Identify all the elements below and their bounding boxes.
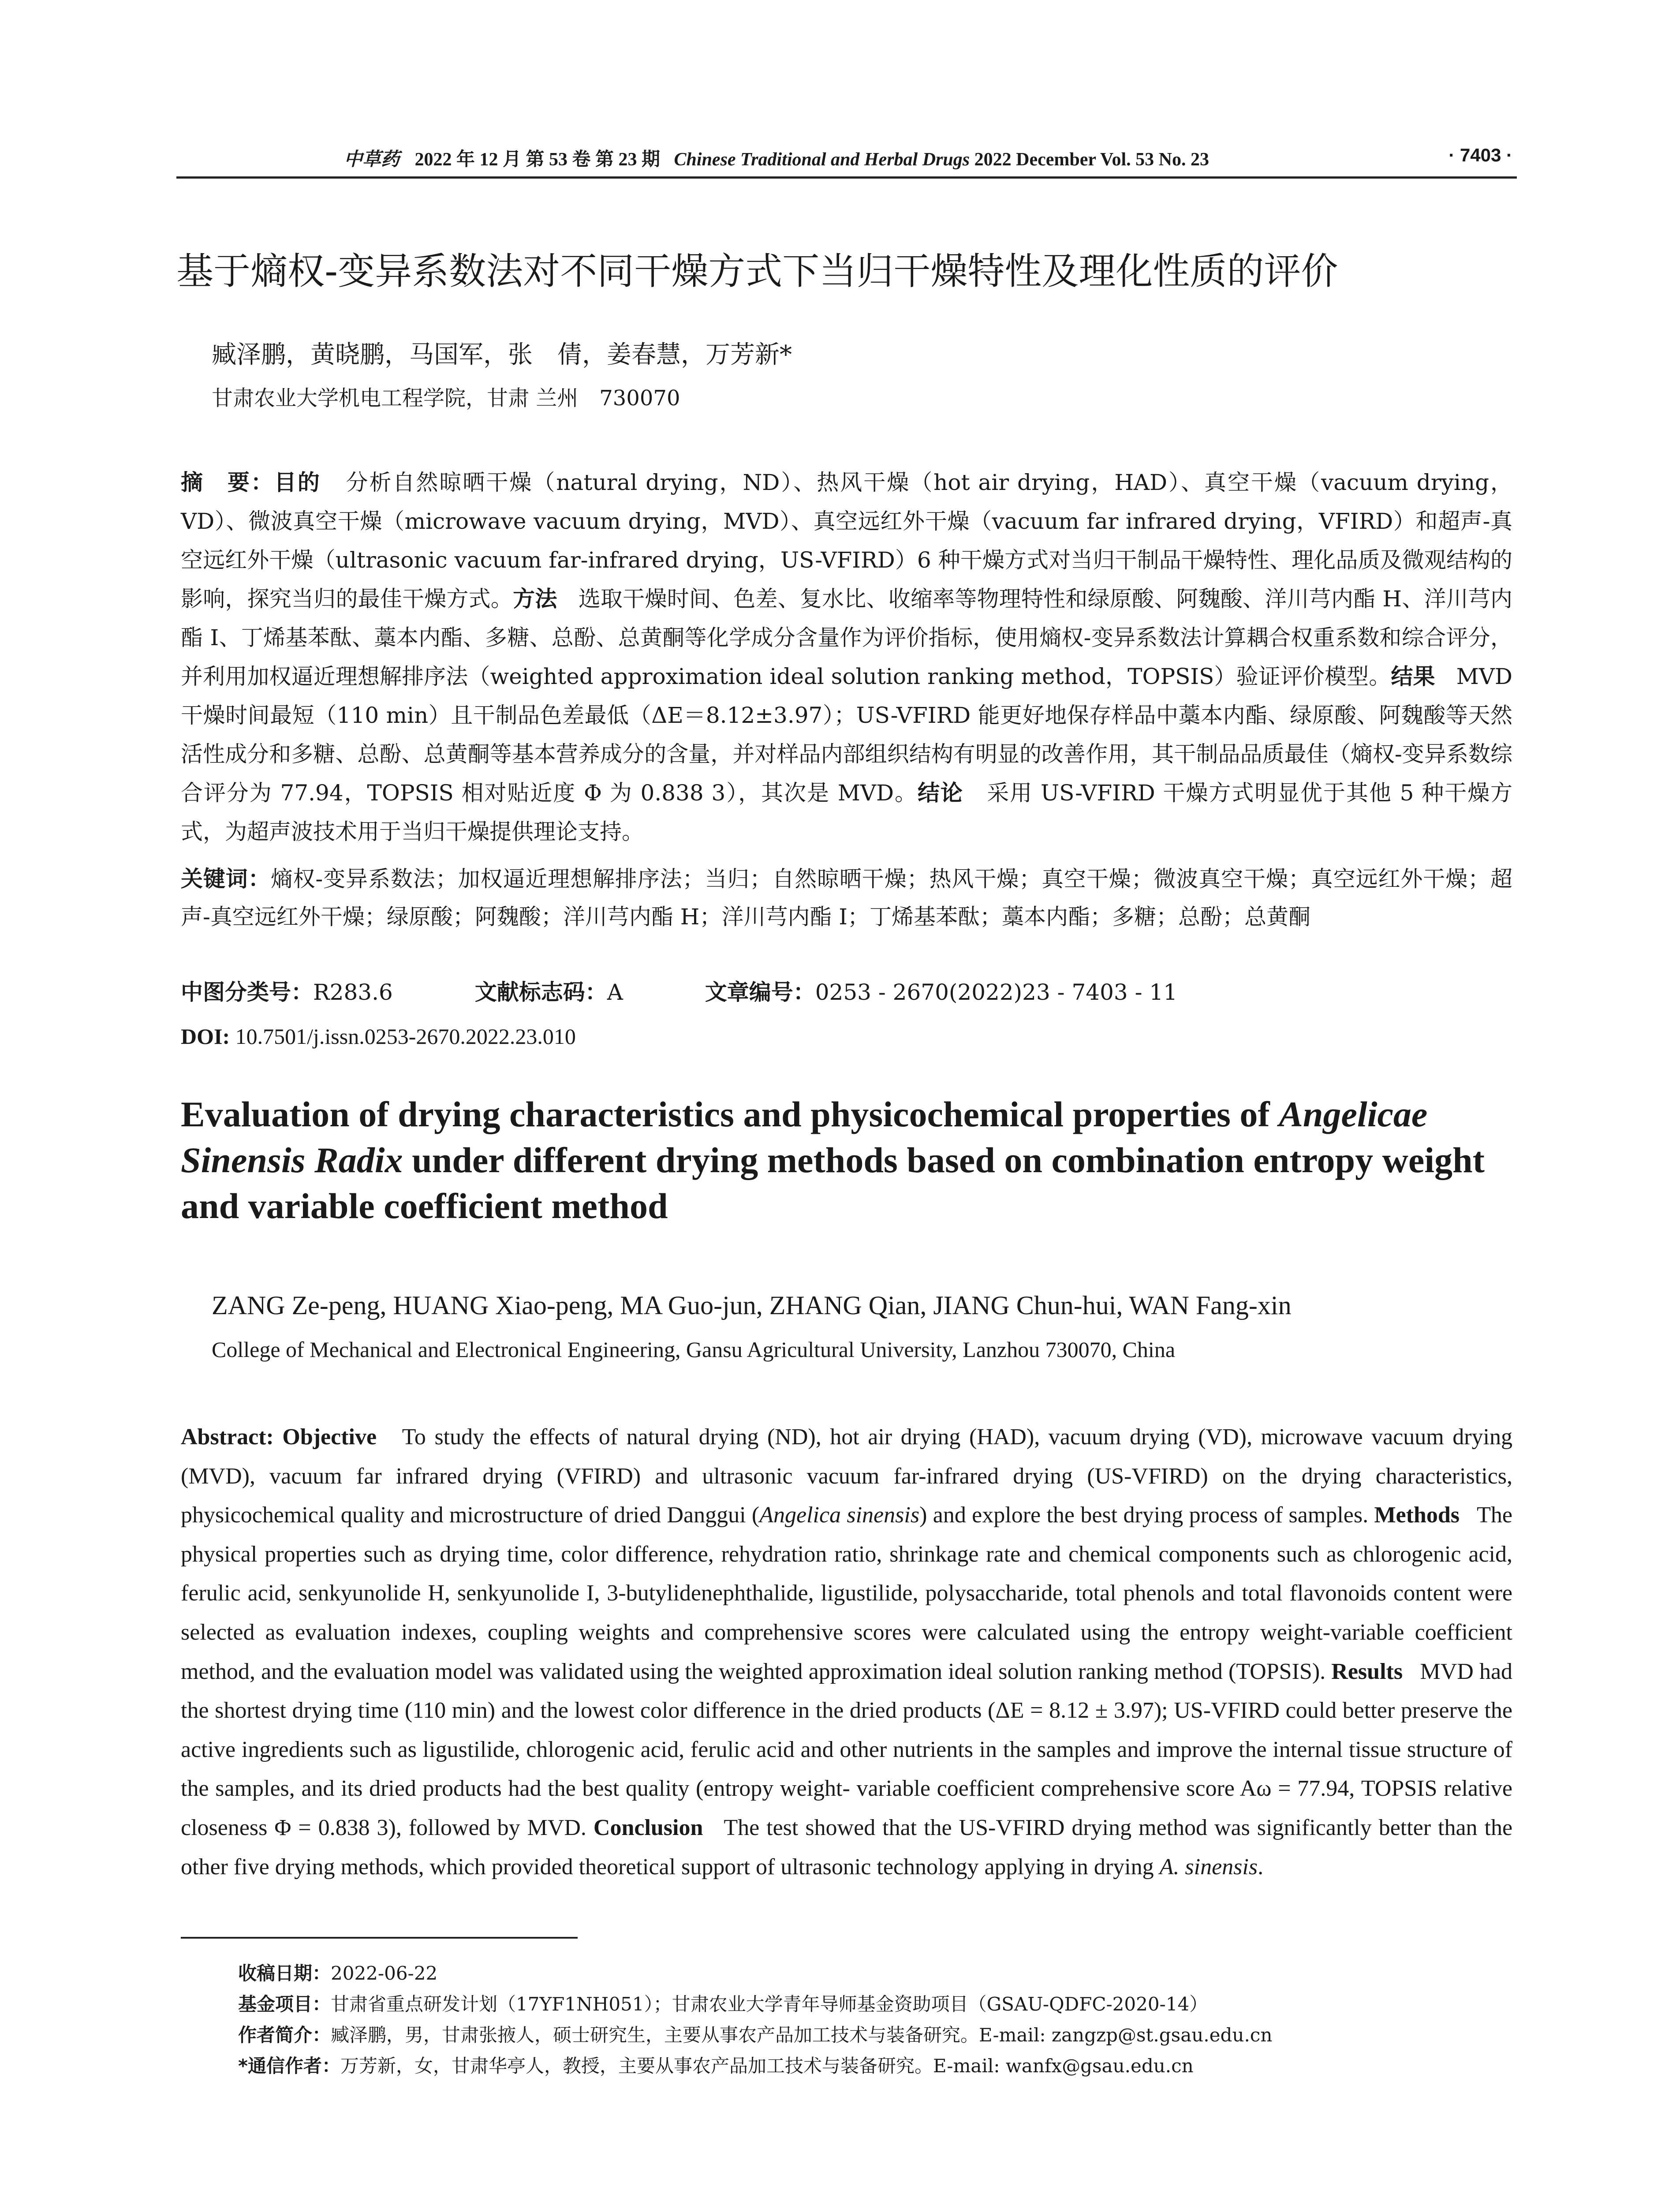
page-number: · 7403 · [1449,145,1512,165]
abstract-en-conclusion-b: . [1258,1854,1264,1880]
abstract-en-objective-a: To study the effects of natural drying (ND), hot air drying (HAD), vacuum drying (VD), microwave vacuum drying (MVD), vacuum far infrared drying (VFIRD) and ultrasonic vacuum far-infrared drying (US-VFIRD) on the drying characteristics, physicochemical quality and microstructure of dried Danggui ( [181,1424,1513,1528]
abstract-cn [181,463,1512,851]
affiliation-cn: 甘肃农业大学机电工程学院，甘肃 兰州 730070 [212,386,680,411]
abstract-en-objective-italic: Angelica sinensis [759,1502,920,1528]
abstract-en-objective-b: ) and explore the best drying process of samples. [919,1502,1369,1528]
header-rule [176,176,1517,179]
running-header [176,140,1517,176]
abstract-en-methods-label: Methods [1374,1502,1460,1528]
abstract-en-conclusion-italic: A. sinensis [1159,1854,1258,1880]
journal-issue-cn: 2022 年 12 月 第 53 卷 第 23 期 [414,149,661,170]
abstract-en-objective-label: Objective [282,1424,377,1450]
title-cn: 基于熵权-变异系数法对不同干燥方式下当归干燥特性及理化性质的评价 [176,250,1338,293]
abstract-cn-conclusion: 采用 US-VFIRD 干燥方式明显优于其他 5 种干燥方式，为超声波技术用于当归干燥提供理论支持。 [181,780,1513,845]
clc-value: R283.6 [313,979,393,1005]
footnote-rule [181,1937,578,1939]
footnotes [238,1958,1517,2082]
abstract-en-results-label: Results [1331,1659,1403,1684]
abstract-en-conclusion-label: Conclusion [593,1815,703,1840]
fund-label: 基金项目： [238,1993,331,2015]
corresponding-value: 万芳新，女，甘肃华亭人，教授，主要从事农产品加工技术与装备研究。E-mail: wanfx@gsau.edu.cn [340,2055,1194,2077]
authors-cn: 臧泽鹏，黄晓鹏，马国军，张 倩，姜春慧，万芳新* [212,340,792,369]
abstract-cn-results: MVD 干燥时间最短（110 min）且干制品色差最低（ΔE＝8.12±3.97）；US-VFIRD 能更好地保存样品中藁本内酯、绿原酸、阿魏酸等天然活性成分和多糖、总酚、总黄酮等基本营养成分的含量，并对样品内部组织结构有明显的改善作用，其干制品品质最佳（熵权-变异系数综合评分为 77.94，TOPSIS 相对贴近度 Φ 为 0.838 3），其次是 MVD。 [181,664,1513,806]
abstract-cn-results-label: 结果 [1391,664,1435,689]
keywords-label: 关键词： [181,866,271,892]
received-label: 收稿日期： [238,1962,331,1984]
doi-value: 10.7501/j.issn.0253-2670.2022.23.010 [235,1024,576,1049]
abstract-cn-objective: 分析自然晾晒干燥（natural drying，ND）、热风干燥（hot air drying，HAD）、真空干燥（vacuum drying，VD）、微波真空干燥（microwave vacuum drying，MVD）、真空远红外干燥（vacuum far infrared drying，VFIRD）和超声-真空远红外干燥（ultrasonic vacuum far-infrared drying，US-VFIRD）6 种干燥方式对当归干制品干燥特性、理化品质及微观结构的影响，探究当归的最佳干燥方式。 [181,470,1513,612]
doi-line [181,1021,576,1052]
footnote-author [238,2020,1517,2051]
journal-issue-en: 2022 December Vol. 53 No. 23 [974,149,1209,170]
footnote-fund [238,1989,1517,2020]
footnote-received [238,1958,1517,1989]
keywords-text: 熵权-变异系数法；加权逼近理想解排序法；当归；自然晾晒干燥；热风干燥；真空干燥；微波真空干燥；真空远红外干燥；超声-真空远红外干燥；绿原酸；阿魏酸；洋川芎内酯 H；洋川芎内酯 I；丁烯基苯酞；藁本内酯；多糖；总酚；总黄酮 [181,866,1512,930]
doc-code-value: A [607,979,623,1005]
corresponding-label: *通信作者： [238,2055,340,2077]
author-bio-value: 臧泽鹏，男，甘肃张掖人，硕士研究生，主要从事农产品加工技术与装备研究。E-mail: zangzp@st.gsau.edu.cn [331,2024,1273,2046]
received-value: 2022-06-22 [331,1962,438,1984]
abstract-cn-methods: 选取干燥时间、色差、复水比、收缩率等物理特性和绿原酸、阿魏酸、洋川芎内酯 H、洋川芎内酯 I、丁烯基苯酞、藁本内酯、多糖、总酚、总黄酮等化学成分含量作为评价指标，使用熵权-变异系数法计算耦合权重系数和综合评分，并利用加权逼近理想解排序法（weighted approximation ideal solution ranking method，TOPSIS）验证评价模型。 [181,586,1513,689]
abstract-en [181,1418,1512,1887]
abstract-cn-methods-label: 方法 [513,586,557,612]
footnote-corresponding [238,2051,1517,2082]
abstract-cn-conclusion-label: 结论 [917,780,963,806]
fund-value: 甘肃省重点研发计划（17YF1NH051）；甘肃农业大学青年导师基金资助项目（GSAU-QDFC-2020-14） [331,1993,1208,2015]
clc-label: 中图分类号： [181,979,313,1005]
header-journal-info [344,145,1209,171]
title-en-part2: under different drying methods based on combination entropy weight and variable coefficient method [181,1140,1485,1226]
affiliation-en: College of Mechanical and Electronical Engineering, Gansu Agricultural University, Lanzhou 730070, China [212,1337,1176,1362]
title-en-part1: Evaluation of drying characteristics and physicochemical properties of [181,1094,1270,1134]
abstract-cn-objective-label: 目的 [274,470,321,495]
author-bio-label: 作者简介： [238,2024,331,2046]
journal-name-en: Chinese Traditional and Herbal Drugs [674,149,970,170]
article-number-label: 文章编号： [705,979,815,1005]
classification-line [181,977,1512,1008]
abstract-en-label: Abstract: [181,1424,274,1450]
authors-en: ZANG Ze-peng, HUANG Xiao-peng, MA Guo-jun, ZHANG Qian, JIANG Chun-hui, WAN Fang-xin [212,1291,1292,1320]
abstract-en-conclusion-a: The test showed that the US-VFIRD drying method was significantly better than the other five drying methods, which provided theoretical support of ultrasonic technology applying in drying [181,1815,1513,1880]
journal-brand: 中草药 [344,148,400,170]
title-en [181,1091,1521,1229]
keywords-cn [181,860,1512,936]
article-number-value: 0253 - 2670(2022)23 - 7403 - 11 [815,979,1178,1005]
title-en-italic: Angelicae Sinensis Radix [181,1094,1428,1180]
doc-code-label: 文献标志码： [474,979,607,1005]
abstract-en-methods: The physical properties such as drying time, color difference, rehydration ratio, shrinkage rate and chemical components such as chlorogenic acid, ferulic acid, senkyunolide H, senkyunolide I, 3-butylidenephthalide, ligustilide, polysaccharide, total phenols and total flavonoids content were selected as evaluation indexes, coupling weights and comprehensive scores were calculated using the entropy weight-variable coefficient method, and the evaluation model was validated using the weighted approximation ideal solution ranking method (TOPSIS). [181,1502,1512,1684]
doi-label: DOI: [181,1024,230,1049]
abstract-cn-label: 摘 要： [181,470,274,495]
abstract-en-results: MVD had the shortest drying time (110 min) and the lowest color difference in the dried products (ΔE = 8.12 ± 3.97); US-VFIRD could better preserve the active ingredients such as ligustilide, chlorogenic acid, ferulic acid and other nutrients in the samples and improve the internal tissue structure of the samples, and its dried products had the best quality (entropy weight- variable coefficient comprehensive score Aω = 77.94, TOPSIS relative closeness Φ = 0.838 3), followed by MVD. [181,1659,1513,1840]
